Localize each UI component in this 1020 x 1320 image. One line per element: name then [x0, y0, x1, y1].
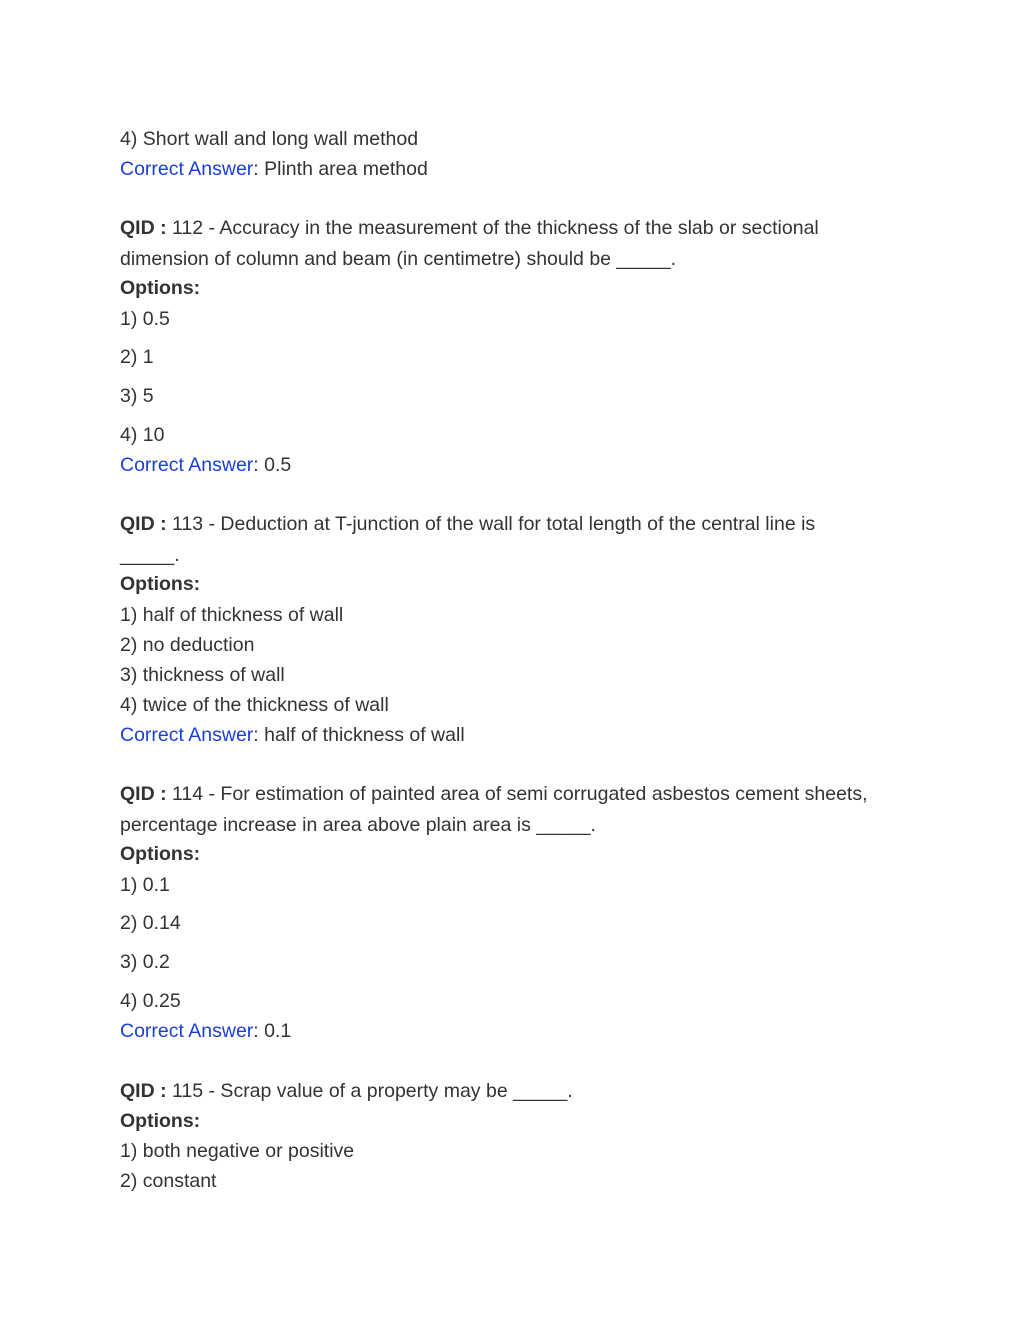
correct-answer-label: Correct Answer — [120, 158, 254, 180]
options-label: Options: — [120, 573, 201, 595]
question-113-option-1: 1) half of thickness of wall — [120, 604, 344, 626]
correct-answer-value: 0.1 — [264, 1020, 292, 1042]
question-113-option-2: 2) no deduction — [120, 634, 255, 656]
question-114-option-1: 1) 0.1 — [120, 874, 170, 896]
question-113-line-2: _____. — [120, 544, 180, 566]
correct-answer-value: Plinth area method — [264, 158, 428, 180]
question-112-option-1: 1) 0.5 — [120, 308, 170, 330]
question-text: 113 - Deduction at T-junction of the wall for total length of the central line is — [172, 513, 816, 535]
correct-answer-label: Correct Answer — [120, 1020, 254, 1042]
question-115-option-2: 2) constant — [120, 1170, 217, 1192]
question-112-correct-answer: Correct Answer: 0.5 — [120, 454, 292, 476]
question-text: 115 - Scrap value of a property may be _____. — [172, 1080, 573, 1102]
correct-answer-label: Correct Answer — [120, 724, 254, 746]
prev-correct-answer: Correct Answer: Plinth area method — [120, 158, 428, 180]
question-113-option-4: 4) twice of the thickness of wall — [120, 694, 389, 716]
qid-label: QID : — [120, 1080, 167, 1102]
question-text: 114 - For estimation of painted area of semi corrugated asbestos cement sheets, — [172, 783, 868, 805]
qid-label: QID : — [120, 783, 167, 805]
question-115-line-1 — [120, 1079, 573, 1103]
question-113-correct-answer: Correct Answer: half of thickness of wall — [120, 724, 465, 746]
correct-answer-value: half of thickness of wall — [264, 724, 465, 746]
correct-answer-label: Correct Answer — [120, 454, 254, 476]
question-113-option-3: 3) thickness of wall — [120, 664, 285, 686]
question-text: 112 - Accuracy in the measurement of the thickness of the slab or sectional — [172, 217, 819, 239]
question-112-line-1 — [120, 216, 819, 240]
question-112-option-3: 3) 5 — [120, 385, 154, 407]
question-114-line-1 — [120, 782, 868, 806]
question-114-line-2: percentage increase in area above plain area is _____. — [120, 814, 596, 836]
options-label: Options: — [120, 1110, 201, 1132]
question-112-option-2: 2) 1 — [120, 346, 154, 368]
qid-label: QID : — [120, 513, 167, 535]
options-label: Options: — [120, 277, 201, 299]
question-114-option-4: 4) 0.25 — [120, 990, 181, 1012]
question-113-line-1 — [120, 512, 815, 536]
question-115-option-1: 1) both negative or positive — [120, 1140, 355, 1162]
prev-option-4: 4) Short wall and long wall method — [120, 128, 419, 150]
question-114-option-3: 3) 0.2 — [120, 951, 170, 973]
question-114-option-2: 2) 0.14 — [120, 912, 181, 934]
qid-label: QID : — [120, 217, 167, 239]
question-112-line-2: dimension of column and beam (in centimetre) should be _____. — [120, 248, 677, 270]
question-114-correct-answer: Correct Answer: 0.1 — [120, 1020, 292, 1042]
correct-answer-value: 0.5 — [264, 454, 292, 476]
question-112-option-4: 4) 10 — [120, 424, 165, 446]
options-label: Options: — [120, 843, 201, 865]
